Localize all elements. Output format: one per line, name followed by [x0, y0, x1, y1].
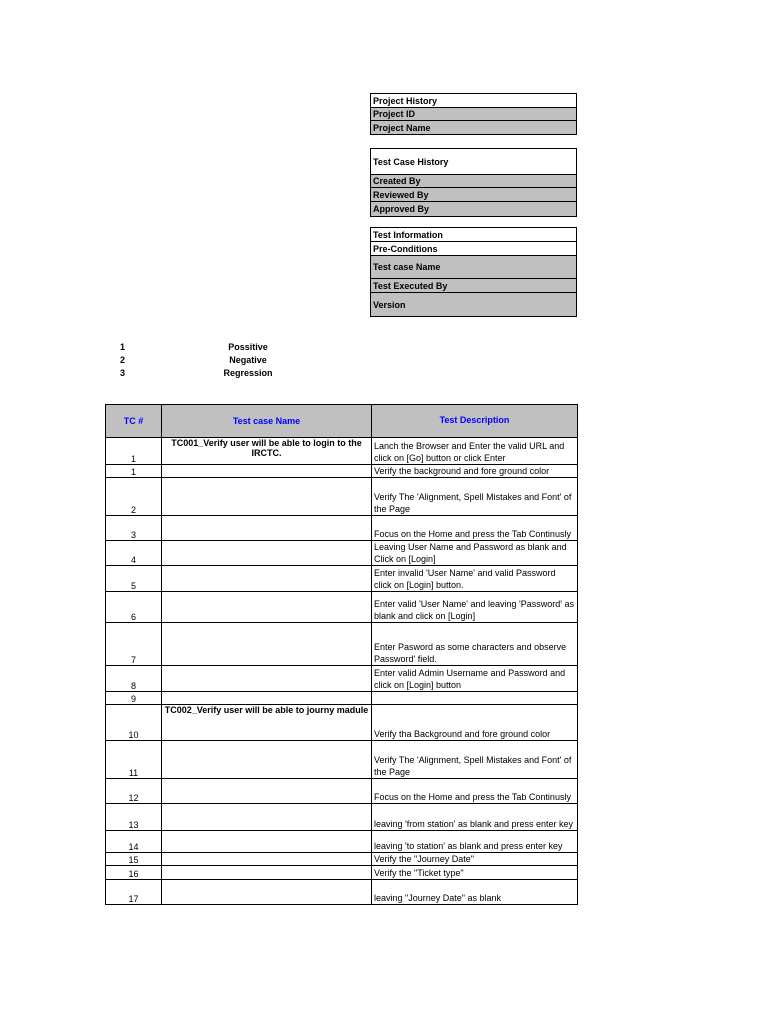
table-row: [106, 831, 578, 853]
table-row: [106, 779, 578, 804]
header-tc-number: TC #: [106, 405, 162, 438]
table-row: [106, 692, 578, 705]
tc-number-cell: 3: [106, 516, 162, 541]
table-row: [106, 741, 578, 779]
created-by-label: Created By: [371, 175, 576, 188]
test-description-cell: leaving 'to station' as blank and press enter key: [372, 831, 578, 853]
test-description-cell: Lanch the Browser and Enter the valid URL and click on [Go] button or click Enter: [372, 438, 578, 465]
tc-number-cell: 10: [106, 705, 162, 741]
table-row: [106, 705, 578, 741]
tc-number-cell: 17: [106, 880, 162, 905]
table-row: [106, 541, 578, 566]
pre-conditions-label: Pre-Conditions: [371, 242, 576, 256]
test-case-name-cell: [162, 853, 372, 866]
test-description-cell: leaving 'from station' as blank and press enter key: [372, 804, 578, 831]
test-description-cell: Enter valid Admin Username and Password and click on [Login] button: [372, 666, 578, 692]
test-description-cell: leaving "Journey Date" as blank: [372, 880, 578, 905]
test-case-name-cell: [162, 741, 372, 779]
test-case-name-cell: [162, 880, 372, 905]
test-type-number: 3: [120, 367, 126, 378]
test-description-cell: Verify tha Background and fore ground color: [372, 705, 578, 741]
test-description-cell: Verify the background and fore ground color: [372, 465, 578, 478]
test-description-cell: Focus on the Home and press the Tab Continusly: [372, 779, 578, 804]
test-case-name-cell: [162, 831, 372, 853]
test-case-name-cell: [162, 465, 372, 478]
project-history-label: Project History: [371, 94, 576, 108]
test-type-row: [120, 366, 370, 379]
table-row: [106, 853, 578, 866]
test-types-list: [120, 340, 370, 379]
test-case-name-cell: [162, 541, 372, 566]
table-row: [106, 623, 578, 666]
test-type-row: [120, 340, 370, 353]
tc-number-cell: 1: [106, 465, 162, 478]
test-case-name-cell: [162, 692, 372, 705]
tc-number-cell: 14: [106, 831, 162, 853]
test-case-name-cell: TC001_Verify user will be able to login to the IRCTC.: [162, 438, 372, 465]
table-row: [106, 666, 578, 692]
tc-number-cell: 7: [106, 623, 162, 666]
project-name-label: Project Name: [371, 121, 576, 134]
test-case-name-cell: [162, 804, 372, 831]
test-case-name-cell: [162, 516, 372, 541]
test-information-label: Test Information: [371, 228, 576, 242]
table-row: [106, 804, 578, 831]
table-row: [106, 592, 578, 623]
test-case-name-cell: [162, 623, 372, 666]
table-row: [106, 880, 578, 905]
test-information-box: [370, 227, 577, 317]
test-case-history-box: [370, 148, 577, 217]
test-type-label: Negative: [229, 354, 267, 365]
test-case-name-cell: [162, 592, 372, 623]
test-type-number: 2: [120, 354, 126, 365]
table-row: [106, 566, 578, 592]
test-description-cell: Enter Pasword as some characters and observe Password' field.: [372, 623, 578, 666]
test-description-cell: Enter invalid 'User Name' and valid Password click on [Login] button.: [372, 566, 578, 592]
test-description-cell: Verify The 'Alignment, Spell Mistakes and Font' of the Page: [372, 478, 578, 516]
test-case-name-cell: [162, 779, 372, 804]
test-description-cell: Enter valid 'User Name' and leaving 'Password' as blank and click on [Login]: [372, 592, 578, 623]
test-case-name-cell: [162, 866, 372, 880]
test-description-cell: Leaving User Name and Password as blank and Click on [Login]: [372, 541, 578, 566]
test-type-row: [120, 353, 370, 366]
tc-number-cell: 4: [106, 541, 162, 566]
test-case-name-label: Test case Name: [371, 256, 576, 279]
tc-number-cell: 6: [106, 592, 162, 623]
tc-number-cell: 9: [106, 692, 162, 705]
tc-number-cell: 16: [106, 866, 162, 880]
test-description-cell: Verify the "Ticket type": [372, 866, 578, 880]
test-type-number: 1: [120, 341, 126, 352]
tc-number-cell: 12: [106, 779, 162, 804]
tc-number-cell: 5: [106, 566, 162, 592]
test-case-name-cell: [162, 478, 372, 516]
table-header-row: [106, 405, 578, 438]
project-id-label: Project ID: [371, 108, 576, 121]
tc-number-cell: 1: [106, 438, 162, 465]
test-type-label: Possitive: [228, 341, 268, 352]
test-case-history-label: Test Case History: [371, 149, 576, 175]
test-description-cell: Focus on the Home and press the Tab Continusly: [372, 516, 578, 541]
test-description-cell: Verify The 'Alignment, Spell Mistakes and Font' of the Page: [372, 741, 578, 779]
header-test-case-name: Test case Name: [162, 405, 372, 438]
header-test-description: Test Description: [372, 405, 578, 438]
table-row: [106, 465, 578, 478]
test-case-table-body: [106, 438, 578, 905]
table-row: [106, 478, 578, 516]
test-type-label: Regression: [223, 367, 273, 378]
tc-number-cell: 8: [106, 666, 162, 692]
test-case-table: [105, 404, 578, 905]
test-description-cell: [372, 692, 578, 705]
table-row: [106, 516, 578, 541]
reviewed-by-label: Reviewed By: [371, 188, 576, 202]
table-row: [106, 866, 578, 880]
tc-number-cell: 11: [106, 741, 162, 779]
table-row: [106, 438, 578, 465]
test-case-name-cell: [162, 566, 372, 592]
tc-number-cell: 2: [106, 478, 162, 516]
test-description-cell: Verify the "Journey Date": [372, 853, 578, 866]
test-case-name-cell: TC002_Verify user will be able to journy madule: [162, 705, 372, 741]
tc-number-cell: 15: [106, 853, 162, 866]
test-case-name-cell: [162, 666, 372, 692]
tc-number-cell: 13: [106, 804, 162, 831]
project-history-box: [370, 93, 577, 135]
approved-by-label: Approved By: [371, 202, 576, 216]
test-executed-by-label: Test Executed By: [371, 279, 576, 293]
version-label: Version: [371, 293, 576, 316]
